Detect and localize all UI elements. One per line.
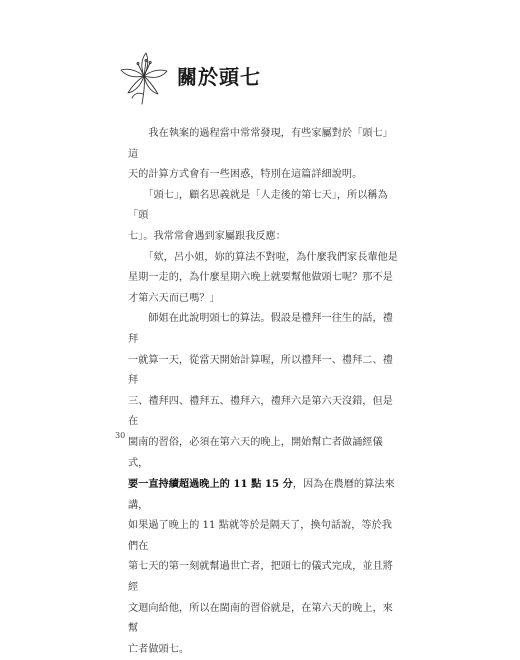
text-line: 「欸，呂小姐，妳的算法不對啦，為什麼我們家長輩他是 [128,251,398,263]
text-line: 師姐在此說明頭七的算法。假設是禮拜一往生的話，禮拜 [128,313,393,345]
text-line: 才第六天而已嗎？」 [128,292,220,304]
chapter-title: 關於頭七 [177,65,261,89]
text-line: 七」。我常常會遇到家屬跟我反應： [128,230,286,242]
paragraph-1 [128,124,400,186]
paragraph-2 [128,186,400,248]
lily-flower-icon [116,50,172,106]
page-number: 30 [115,431,126,440]
text-line: 文迴向給他，所以在閩南的習俗就是，在第六天的晚上，來幫 [128,602,393,635]
text-line: 第七天的第一刻就幫過世亡者，把頭七的儀式完成，並且將經 [128,561,393,594]
paragraph-3-quote [128,248,400,310]
text-line: 「頭七」，顧名思義就是「人走後的第七天」，所以稱為「頭 [128,189,388,222]
text-line: 一就算一天，從當天開始計算喔，所以禮拜一、禮拜二、禮拜 [128,354,393,387]
text-line: 三、禮拜四、禮拜五、禮拜六，禮拜六是第六天沒錯，但是在 [128,395,393,428]
text-line: 天的計算方式會有一些困惑，特別在這篇詳細說明。 [128,169,363,181]
chapter-body [128,124,400,660]
text-line: 星期一走的，為什麼星期六晚上就要幫他做頭七呢？那不是 [128,272,393,284]
text-line: 我在執案的過程當中常常發現，有些家屬對於「頭七」這 [128,128,393,160]
paragraph-4 [128,309,400,660]
text-line: 閩南的習俗，必須在第六天的晚上，開始幫亡者做誦經儀式， [128,436,383,469]
text-line: 亡者做頭七。 [128,643,190,655]
text-line: ，因為在農曆的算法來講， [128,479,395,511]
emphasized-text: 要一直持續超過晚上的 11 點 15 分 [128,478,293,491]
text-line: 如果過了晚上的 11 點就等於是隔天了，換句話說，等於我們在 [128,520,392,552]
